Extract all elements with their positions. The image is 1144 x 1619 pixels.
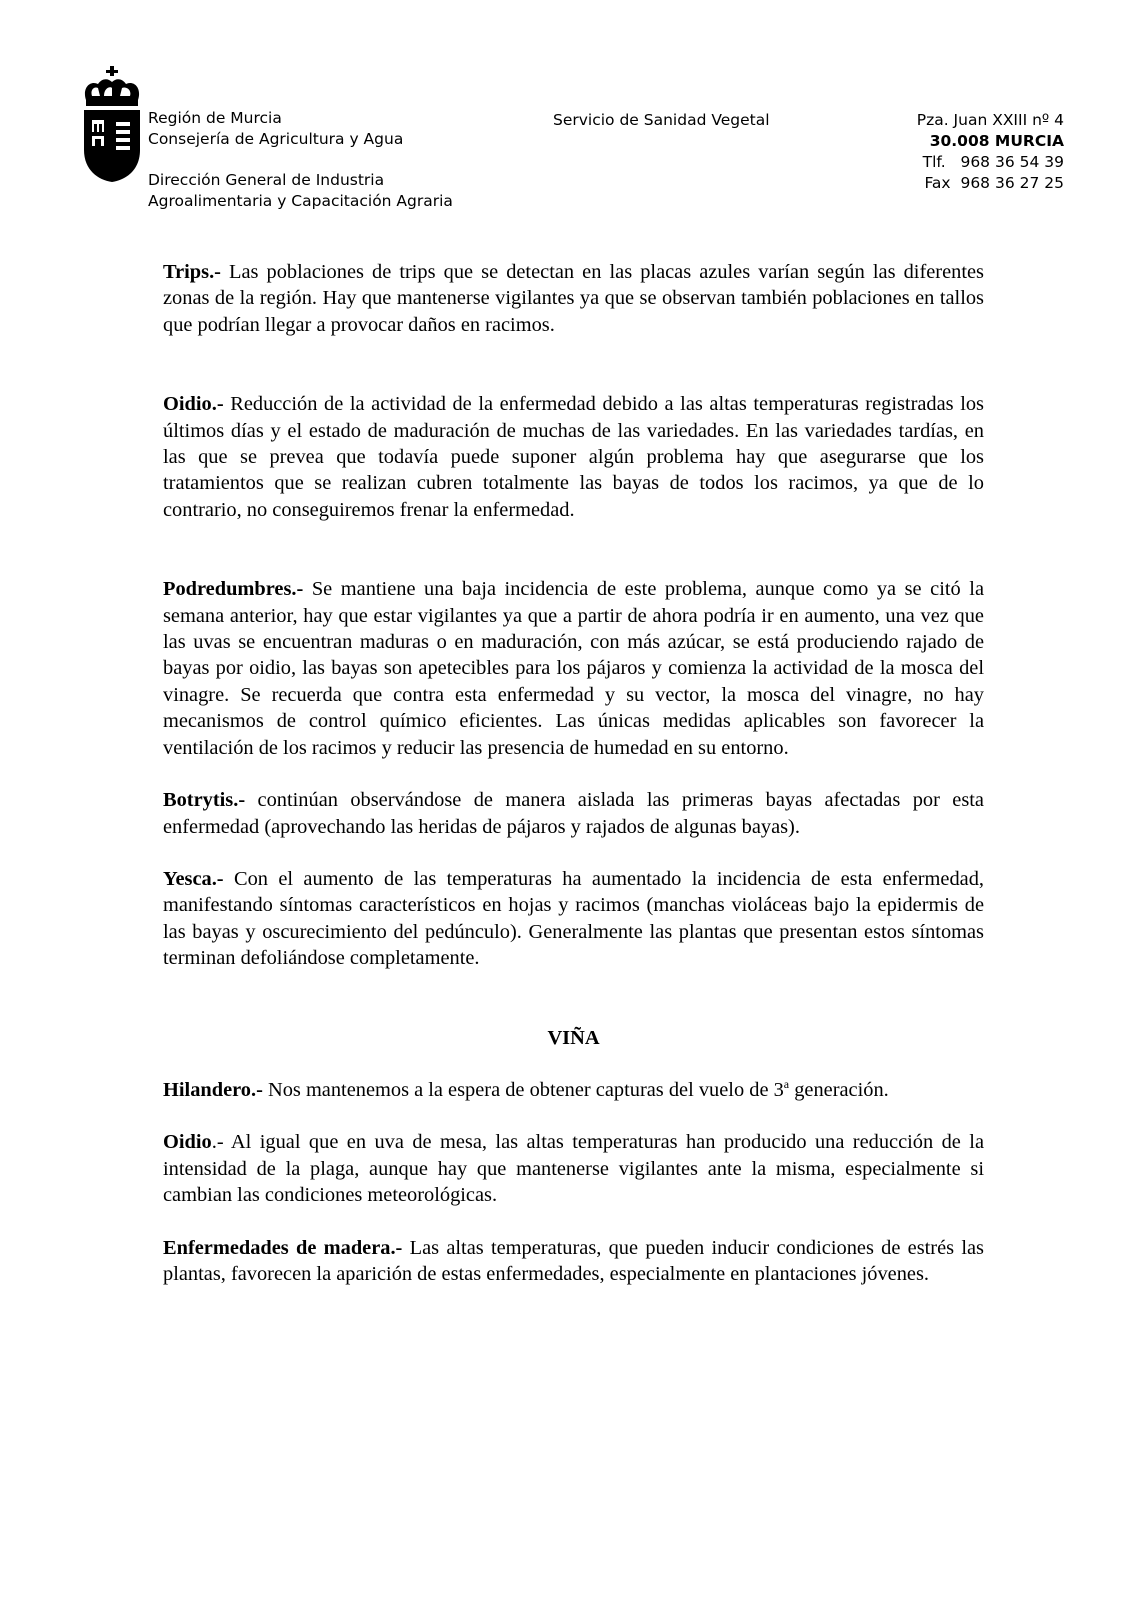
text-yesca: Con el aumento de las temperaturas ha aumentado la incidencia de esta enfermedad, manifestando síntomas característicos en hojas y racimos (manchas violáceas bajo la epidermis de las bayas y oscurecimiento del pedúnculo). Generalmente las plantas que presentan estos síntomas terminan defoliándose completamente. — [163, 867, 984, 970]
paragraph-podredumbres — [163, 576, 984, 761]
paragraph-oidio — [163, 391, 984, 523]
paragraph-yesca — [163, 866, 984, 972]
address-block — [917, 110, 1064, 194]
label-hilandero: Hilandero.- — [163, 1078, 263, 1101]
label-botrytis: Botrytis.- — [163, 789, 246, 812]
address-city: 30.008 MURCIA — [929, 132, 1064, 150]
label-yesca: Yesca.- — [163, 867, 224, 890]
text-botrytis: continúan observándose de manera aislada las primeras bayas afectadas por esta enfermedad (aprovechando las heridas de pájaros y rajados de algunas bayas). — [163, 789, 984, 838]
paragraph-hilandero — [163, 1077, 984, 1103]
org-directorate-2: Agroalimentaria y Capacitación Agraria — [148, 192, 453, 210]
document-body — [163, 259, 984, 1287]
letterhead — [0, 0, 1144, 230]
label-madera: Enfermedades de madera.- — [163, 1236, 403, 1259]
text-podredumbres: Se mantiene una baja incidencia de este problema, aunque como ya se citó la semana anterior, hay que estar vigilantes ya que a partir de ahora podría ir en aumento, una vez que las uvas se encuentran maduras o en maduración, con más azúcar, se está produciendo rajado de bayas por oidio, las bayas son apetecibles para los pájaros y comienza la actividad de la mosca del vinagre. Se recuerda que contra esta enfermedad y su vector, la mosca del vinagre, no hay mecanismos de control químico eficientes. Las únicas medidas aplicables son favorecer la ventilación de los racimos y reducir las presencia de humedad en su entorno. — [163, 578, 984, 759]
label-trips: Trips.- — [163, 261, 221, 283]
service-name: Servicio de Sanidad Vegetal — [553, 111, 770, 129]
text-madera: Las altas temperaturas, que pueden inducir condiciones de estrés las plantas, favorecen la aparición de estas enfermedades, especialmente en plantaciones jóvenes. — [163, 1236, 984, 1285]
label-podredumbres: Podredumbres.- — [163, 578, 304, 601]
paragraph-botrytis — [163, 787, 984, 840]
org-ministry: Consejería de Agricultura y Agua — [148, 130, 404, 148]
superscript-a: a — [783, 1077, 790, 1092]
section-title-vina: VIÑA — [547, 1026, 600, 1049]
org-region: Región de Murcia — [148, 109, 282, 127]
text-oidio-vina: .- Al igual que en uva de mesa, las altas temperaturas han producido una reducción de la intensidad de la plaga, aunque hay que mantenerse vigilantes ante la misma, especialmente si cambian las condiciones meteorológicas. — [163, 1131, 984, 1207]
address-fax: Fax 968 36 27 25 — [924, 174, 1064, 192]
organization-block — [148, 108, 453, 212]
label-oidio: Oidio.- — [163, 393, 224, 416]
text-oidio: Reducción de la actividad de la enfermedad debido a las altas temperaturas registradas los últimos días y el estado de maduración de muchas de las variedades. En las variedades tardías, en las que se prevea que todavía puede suponer algún problema hay que asegurarse que los tratamientos que se realizan cubren totalmente las bayas de todos los racimos, ya que de lo contrario, no conseguiremos frenar la enfermedad. — [163, 393, 984, 521]
address-phone: Tlf. 968 36 54 39 — [922, 153, 1064, 171]
label-oidio-vina: Oidio — [163, 1131, 212, 1154]
address-street: Pza. Juan XXIII nº 4 — [916, 111, 1064, 129]
paragraph-trips — [163, 259, 984, 338]
paragraph-madera — [163, 1235, 984, 1288]
text-hilandero: Nos mantenemos a la espera de obtener capturas del vuelo de 3 — [262, 1078, 784, 1101]
text-hilandero-after: generación. — [789, 1078, 889, 1101]
org-directorate: Dirección General de Industria — [148, 171, 385, 189]
paragraph-oidio-vina — [163, 1129, 984, 1208]
coat-of-arms-icon — [80, 66, 144, 186]
text-trips: Las poblaciones de trips que se detectan en las placas azules varían según las diferentes zonas de la región. Hay que mantenerse vigilantes ya que se observan también poblaciones en tallos que podrían llegar a provocar daños en racimos. — [163, 261, 984, 336]
